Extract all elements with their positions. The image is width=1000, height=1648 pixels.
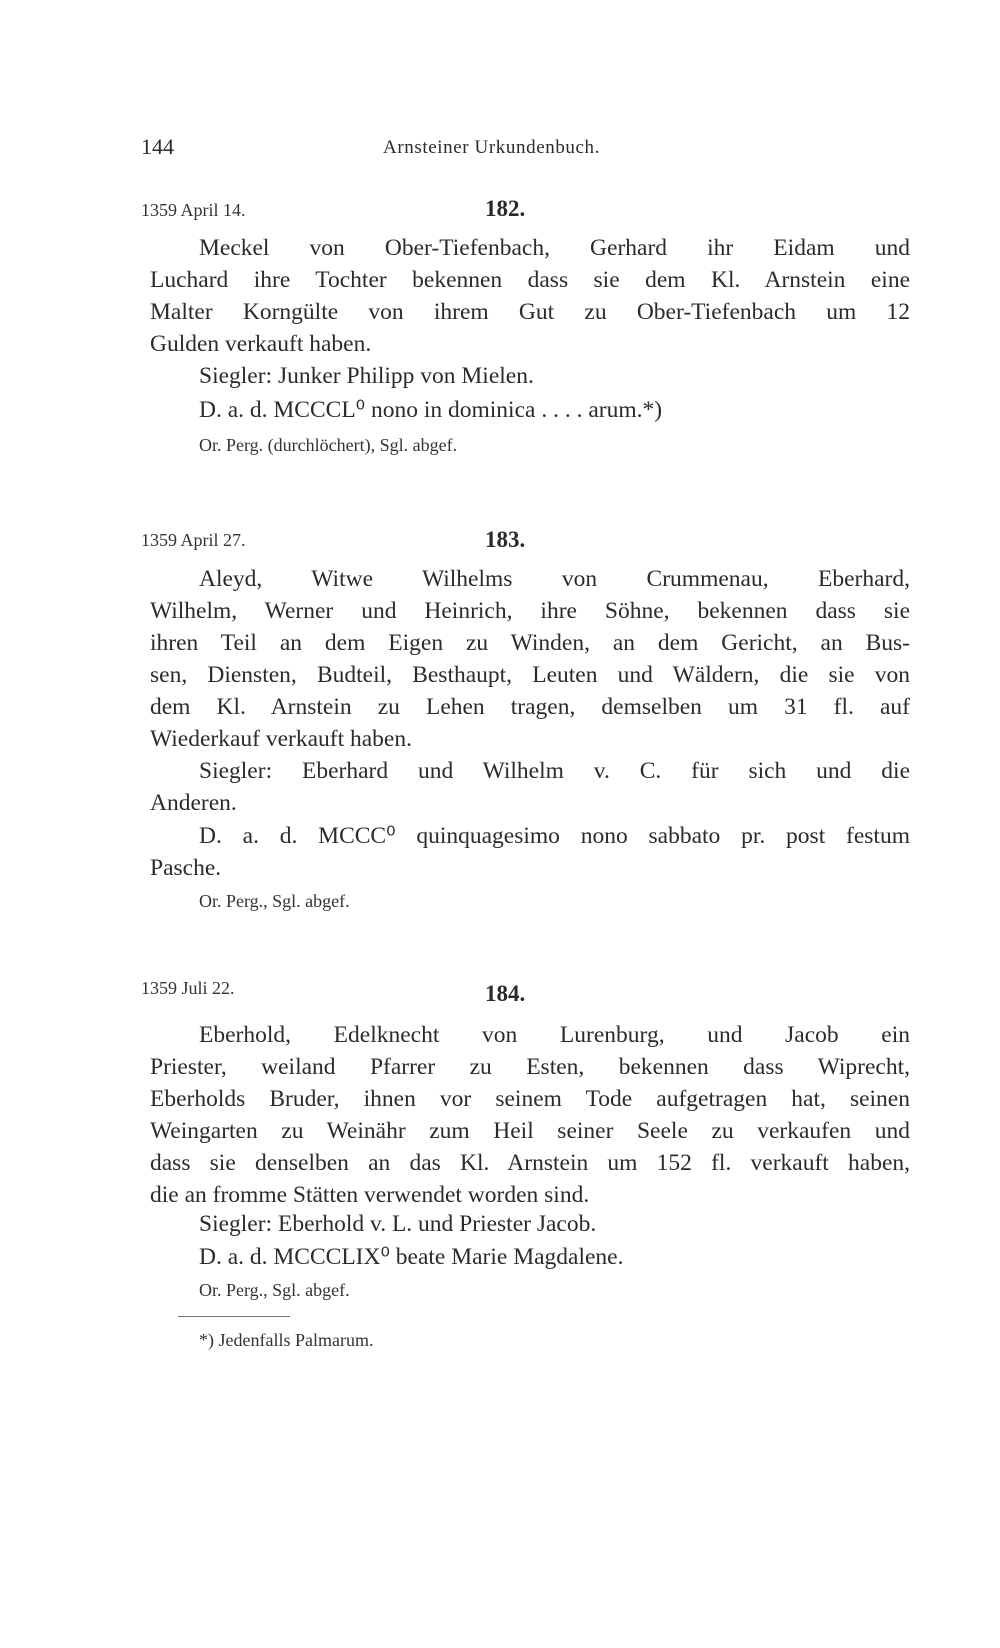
body-line: Luchard ihre Tochter bekennen dass sie dem Kl. Arnstein eine	[150, 267, 910, 293]
body-line: Eberhold, Edelknecht von Lurenburg, und Jacob ein	[199, 1022, 910, 1048]
entry-body	[150, 563, 910, 755]
entry-number: 184.	[485, 981, 526, 1006]
body-line: Wiederkauf verkauft haben.	[150, 726, 412, 752]
sealer-line: Siegler: Eberhold v. L. und Priester Jacob.	[199, 1211, 597, 1237]
dating	[150, 820, 910, 884]
body-line: Priester, weiland Pfarrer zu Esten, bekennen dass Wiprecht,	[150, 1054, 910, 1080]
dating-line: D. a. d. MCCCLIX⁰ beate Marie Magdalene.	[199, 1244, 624, 1270]
sealer	[150, 1208, 910, 1240]
body-line: dass sie denselben an das Kl. Arnstein um 152 fl. verkauft haben,	[150, 1150, 910, 1176]
body-line: ihren Teil an dem Eigen zu Winden, an dem Gericht, an Bus-	[150, 630, 910, 656]
page-number: 144	[141, 134, 174, 159]
source-note: Or. Perg. (durchlöchert), Sgl. abgef.	[199, 435, 458, 455]
entry-date: 1359 April 14.	[141, 200, 246, 220]
entry-date: 1359 April 27.	[141, 530, 246, 550]
body-line: Malter Korngülte von ihrem Gut zu Ober-Tiefenbach um 12	[150, 299, 910, 325]
source-note: Or. Perg., Sgl. abgef.	[199, 1280, 350, 1300]
dating-line: D. a. d. MCCCL⁰ nono in dominica . . . . arum.*)	[199, 397, 663, 423]
sealer	[150, 360, 910, 392]
body-line: Meckel von Ober-Tiefenbach, Gerhard ihr Eidam und	[199, 235, 910, 261]
body-line: die an fromme Stätten verwendet worden sind.	[150, 1182, 590, 1208]
sealer-line: Anderen.	[150, 790, 237, 816]
entry-body	[150, 1019, 910, 1211]
entry-body	[150, 232, 910, 360]
entry-date: 1359 Juli 22.	[141, 978, 235, 998]
body-line: Aleyd, Witwe Wilhelms von Crummenau, Eberhard,	[199, 566, 910, 592]
footnote-rule	[178, 1316, 290, 1317]
sealer	[150, 755, 910, 819]
dating	[150, 1241, 910, 1273]
body-line: Eberholds Bruder, ihnen vor seinem Tode aufgetragen hat, seinen	[150, 1086, 910, 1112]
dating	[150, 394, 910, 426]
body-line: dem Kl. Arnstein zu Lehen tragen, demselben um 31 fl. auf	[150, 694, 910, 720]
source-note: Or. Perg., Sgl. abgef.	[199, 891, 350, 911]
body-line: Wilhelm, Werner und Heinrich, ihre Söhne, bekennen dass sie	[150, 598, 910, 624]
running-title: Arnsteiner Urkundenbuch.	[383, 137, 601, 158]
sealer-line: Siegler: Junker Philipp von Mielen.	[199, 363, 534, 389]
entry-number: 182.	[485, 196, 526, 221]
body-line: sen, Diensten, Budteil, Besthaupt, Leuten und Wäldern, die sie von	[150, 662, 910, 688]
entry-number: 183.	[485, 527, 526, 552]
dating-line: D. a. d. MCCC⁰ quinquagesimo nono sabbato pr. post festum	[199, 823, 910, 849]
dating-line: Pasche.	[150, 855, 222, 881]
body-line: Gulden verkauft haben.	[150, 331, 372, 357]
body-line: Weingarten zu Weinähr zum Heil seiner Seele zu verkaufen und	[150, 1118, 910, 1144]
footnote: *) Jedenfalls Palmarum.	[199, 1330, 374, 1350]
sealer-line: Siegler: Eberhard und Wilhelm v. C. für sich und die	[199, 758, 910, 784]
